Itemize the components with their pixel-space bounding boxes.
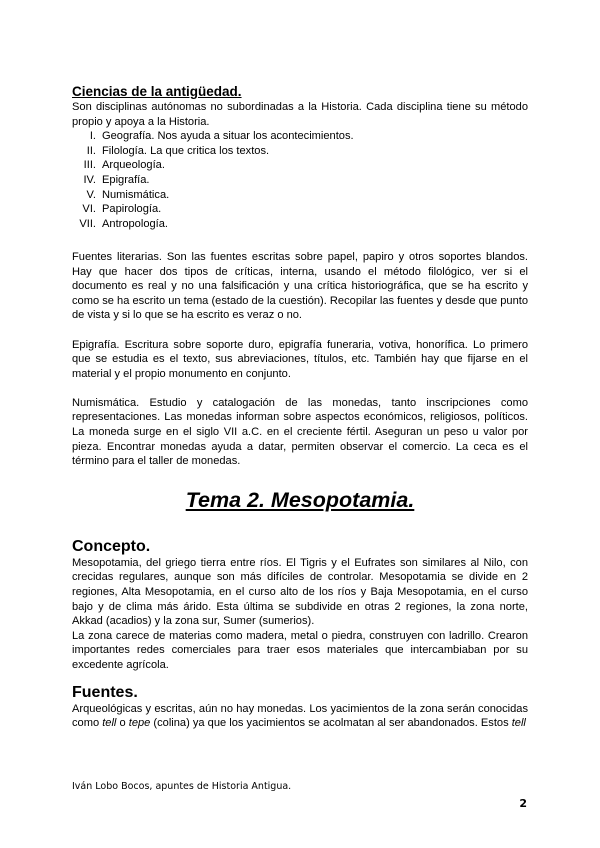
concepto-paragraph-2: La zona carece de materias como madera, metal o piedra, construyen con ladrillo. Crearon importantes redes comerciales para traer esos materiales que intercambiaban por su excedente agrícola. [72,629,528,671]
list-text: Geografía. Nos ayuda a situar los acontecimientos. [102,130,354,143]
text-run: (colina) ya que los yacimientos se acolmatan al ser abandonados. Estos [150,717,512,730]
intro-paragraph: Son disciplinas autónomas no subordinadas a la Historia. Cada disciplina tiene su método propio y apoya a la Historia. [72,101,528,128]
list-text: Filología. La que critica los textos. [102,144,270,157]
text-run: Arqueológicas y escritas, aún no hay monedas. Los yacimientos de la zona serán conocidas como [72,702,528,730]
italic-term: tell [102,717,117,730]
list-number: II. [86,144,96,157]
list-item [72,217,528,232]
page-number: 2 [519,797,527,810]
list-number: III. [83,159,96,172]
list-text: Antropología. [102,217,168,230]
list-item [72,173,528,188]
fuentes-heading: Fuentes. [72,683,138,701]
fuentes-paragraph [72,702,528,731]
list-item [72,188,528,203]
list-text: Numismática. [102,188,170,201]
list-number: IV. [83,173,96,186]
disciplines-list [72,129,528,231]
italic-term: tell [511,717,526,730]
list-item [72,202,528,217]
page-footer: Iván Lobo Bocos, apuntes de Historia Antigua. [72,781,292,792]
concepto-paragraph: Mesopotamia, del griego tierra entre ríos. El Tigris y el Eufrates son similares al Nilo, con crecidas regulares, aunque son más difíciles de controlar. Mesopotamia se divide en 2 regiones, Alta Mesopotamia, en el curso alto de los ríos y Baja Mesopotamia, en el curso bajo y de clima más árido. Esta última se subdivide en otras 2 regiones, la zona norte, Akkad (acadios) y la zona sur, Sumer (sumerios). [72,556,528,628]
numismatica-paragraph: Numismática. Estudio y catalogación de las monedas, tanto inscripciones como representaciones. Las monedas informan sobre aspectos económicos, religiosos, políticos. La moneda surge en el siglo VII a.C. en el creciente fértil. Aseguran un peso u valor por pieza. Encontrar monedas ayuda a datar, permiten observar el comercio. La ceca es el término para el taller de monedas. [72,396,528,468]
italic-term: tepe [128,717,151,730]
list-text: Papirología. [102,203,162,216]
section-title: Ciencias de la antigüedad. [72,84,242,99]
chapter-title: Tema 2. Mesopotamia. [185,487,415,512]
list-item [72,158,528,173]
fuentes-literarias-paragraph: Fuentes literarias. Son las fuentes escritas sobre papel, papiro y otros soportes blandos. Hay que hacer dos tipos de críticas, interna, usando el método filológico, ver si el documento es real y no una falsificación y una crítica historiográfica, que se ha escrito y como se ha escrito un tema (estado de la cuestión). Recopilar las fuentes y desde que punto de vista y si lo que se ha escrito es veraz o no. [72,250,528,322]
list-number: VI. [82,203,96,216]
page-body [72,84,528,731]
list-text: Epigrafía. [102,173,150,186]
list-number: VII. [79,217,96,230]
list-text: Arqueología. [102,159,165,172]
list-item [72,144,528,159]
epigrafia-paragraph: Epigrafía. Escritura sobre soporte duro, epigrafía funeraria, votiva, honorífica. Lo primero que se estudia es el texto, sus abreviaciones, títulos, etc. También hay que fijarse en el material y el propio monumento en conjunto. [72,338,528,380]
text-run: o [116,717,129,730]
concepto-heading: Concepto. [72,537,151,555]
list-number: V. [86,188,96,201]
list-number: I. [89,130,96,143]
list-item [72,129,528,144]
